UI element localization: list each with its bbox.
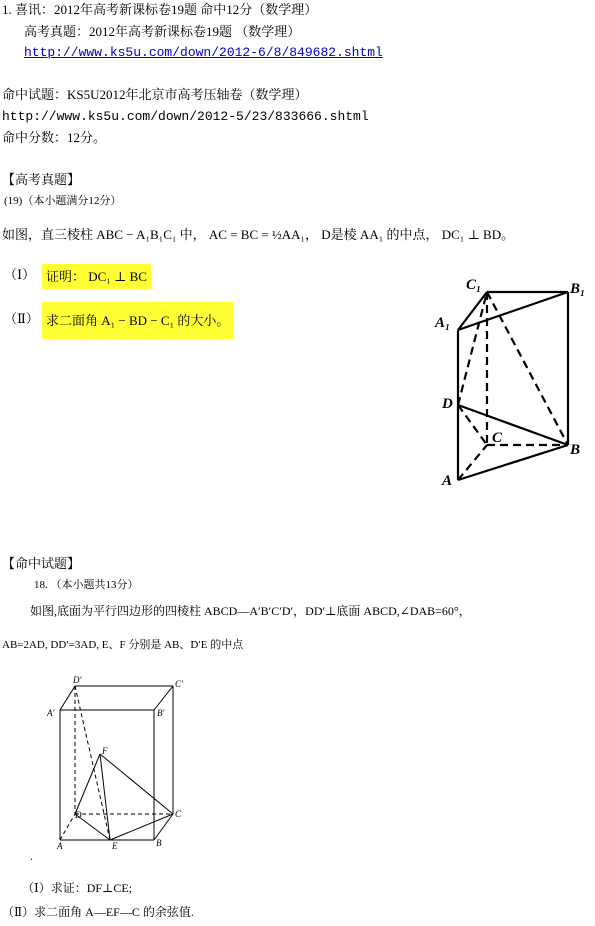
hit-stem-line2: AB=2AD, DD′=3AD, E、F 分别是 AB、D′E 的中点 — [2, 639, 244, 651]
q2-highlight: 求二面角 A₁ − BD − C₁ 的大小。 — [42, 302, 233, 339]
q1-label: （Ⅰ） — [4, 267, 36, 282]
label-C: C — [492, 430, 503, 446]
label-D2: D — [75, 810, 82, 820]
hit-problem-number: 18. （本小题共13分） — [34, 579, 139, 591]
label-B2: B — [156, 838, 162, 848]
label-A2: A — [57, 841, 63, 851]
hit-heading: 【命中试题】 — [2, 556, 81, 571]
label-E: E — [112, 841, 118, 851]
real-heading: 【高考真题】 — [2, 172, 81, 187]
real-problem-number: (19)（本小题满分12分） — [4, 195, 122, 207]
box-figure — [40, 672, 200, 852]
stray-dot: . — [30, 849, 33, 863]
label-Dp: D′ — [73, 675, 82, 685]
q2-label: （Ⅱ） — [4, 311, 39, 326]
label-C1: C₁ — [466, 277, 482, 293]
label-F: F — [102, 746, 108, 756]
hit-title: 命中试题：KS5U2012年北京市高考压轴卷（数学理） — [2, 87, 308, 102]
news-line: 1. 喜讯：2012年高考新课标卷19题 命中12分（数学理） — [2, 2, 318, 17]
q1-highlight: 证明： DC₁ ⊥ BC — [42, 264, 151, 289]
hit-q1: （Ⅰ）求证：DF⊥CE; — [22, 881, 133, 895]
label-C2: C — [175, 809, 182, 819]
label-A: A — [442, 473, 453, 489]
label-B: B — [570, 442, 581, 458]
real-problem-stem: 如图，直三棱柱 ABC − A₁B₁C₁ 中， AC = BC = ½AA₁， D是棱 AA₁ 的中点， DC₁ ⊥ BD。 — [2, 227, 515, 242]
real-exam-link[interactable]: http://www.ks5u.com/down/2012-6/8/849682.shtml — [24, 45, 383, 60]
hit-score: 命中分数：12分。 — [2, 130, 107, 145]
prism-figure — [430, 270, 590, 490]
hit-q2: （Ⅱ）求二面角 A—EF—C 的余弦值. — [2, 905, 194, 919]
label-Bp: B′ — [157, 708, 165, 718]
label-Cp: C′ — [175, 679, 183, 689]
label-Ap: A′ — [47, 708, 55, 718]
hit-url: http://www.ks5u.com/down/2012-5/23/833666.shtml — [2, 109, 369, 124]
label-B1: B₁ — [570, 281, 586, 297]
hit-stem-line1: 如图,底面为平行四边形的四棱柱 ABCD—A′B′C′D′，DD′⊥底面 ABCD,∠DAB=60°， — [30, 604, 471, 618]
label-A1: A₁ — [435, 315, 451, 331]
label-D: D — [442, 396, 453, 412]
real-exam-line: 高考真题：2012年高考新课标卷19题 （数学理） — [24, 24, 301, 39]
